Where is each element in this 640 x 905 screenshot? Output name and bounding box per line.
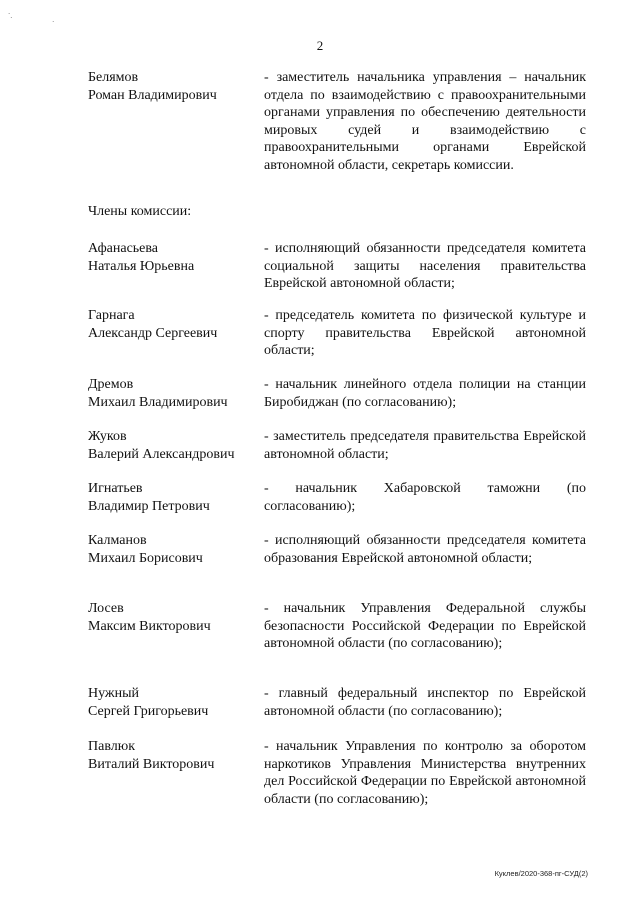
surname: Нужный: [88, 686, 139, 701]
document-code: Куклев/2020-368-пг-СУД(2): [494, 869, 588, 878]
person-role: - начальник линейного отдела полиции на станции Биробиджан (по согласованию);: [264, 377, 586, 410]
person-role: - заместитель начальника управления – начальник отдела по взаимодействию с правоохранительными органами управления по обеспечению деятельности мировых судей и взаимодействию с правоохранительными органами Еврейской автономной области, секретарь комиссии.: [264, 70, 586, 173]
members-heading: Члены комиссии:: [88, 204, 192, 219]
surname: Лосев: [88, 601, 124, 616]
surname: Калманов: [88, 533, 147, 548]
surname: Афанасьева: [88, 241, 159, 256]
person-role: - председатель комитета по физической культуре и спорту правительства Еврейской автономной области;: [264, 308, 586, 358]
surname: Белямов: [88, 70, 139, 85]
person-role: - начальник Управления Федеральной службы безопасности Российской Федерации по Еврейской автономной области (по согласованию);: [264, 601, 586, 651]
surname: Игнатьев: [88, 481, 143, 496]
person-name: [88, 240, 258, 275]
surname: Дремов: [88, 377, 134, 392]
given-names: Валерий Александрович: [88, 446, 235, 462]
person-role: - начальник Хабаровской таможни (по согласованию);: [264, 481, 586, 514]
given-names: Наталья Юрьевна: [88, 258, 195, 274]
given-names: Михаил Владимирович: [88, 394, 228, 410]
page-number: 2: [316, 38, 324, 53]
given-names: Михаил Борисович: [88, 550, 203, 566]
person-name: [88, 685, 258, 720]
given-names: Роман Владимирович: [88, 87, 217, 103]
person-role: - начальник Управления по контролю за оборотом наркотиков Управления Министерства внутренних дел Российской Федерации по Еврейской автономной области (по согласованию);: [264, 739, 586, 807]
given-names: Александр Сергеевич: [88, 325, 218, 341]
person-role: - заместитель председателя правительства Еврейской автономной области;: [264, 429, 586, 462]
person-name: [88, 376, 258, 411]
given-names: Максим Викторович: [88, 618, 211, 634]
scan-artifact: ·: [52, 18, 55, 26]
person-name: [88, 428, 258, 463]
surname: Жуков: [88, 429, 127, 444]
person-name: [88, 600, 258, 635]
given-names: Владимир Петрович: [88, 498, 210, 514]
scan-artifact: `.: [8, 12, 13, 20]
person-name: [88, 307, 258, 342]
surname: Павлюк: [88, 739, 135, 754]
given-names: Виталий Викторович: [88, 756, 215, 772]
person-name: [88, 480, 258, 515]
surname: Гарнага: [88, 308, 135, 323]
person-name: [88, 532, 258, 567]
person-name: [88, 69, 258, 104]
person-role: - главный федеральный инспектор по Еврейской автономной области (по согласованию);: [264, 686, 586, 719]
person-name: [88, 738, 258, 773]
person-role: - исполняющий обязанности председателя комитета образования Еврейской автономной области;: [264, 533, 586, 566]
person-role: - исполняющий обязанности председателя комитета социальной защиты населения правительства Еврейской автономной области;: [264, 241, 586, 291]
given-names: Сергей Григорьевич: [88, 703, 209, 719]
